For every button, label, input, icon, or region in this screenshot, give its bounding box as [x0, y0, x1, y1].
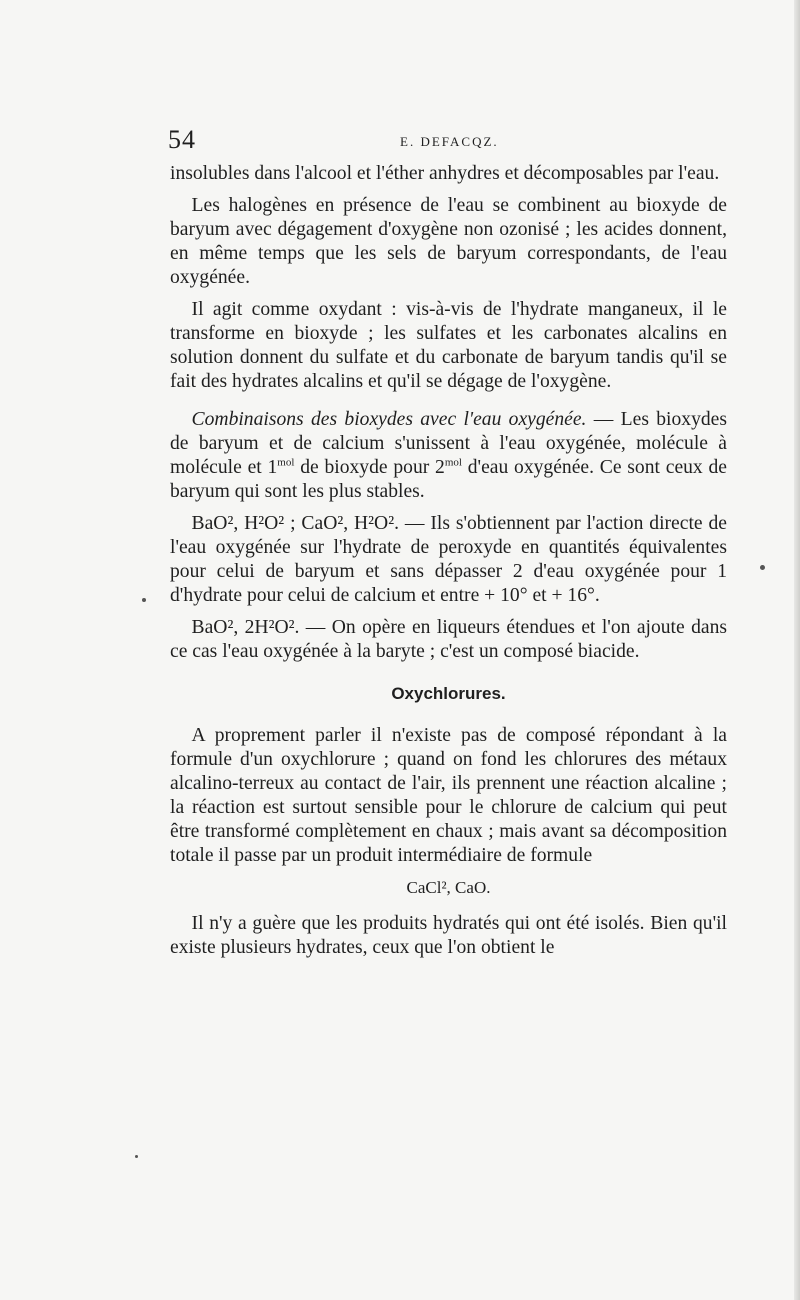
page-number: 54: [168, 125, 196, 154]
paragraph-8: Il n'y a guère que les produits hydratés qui ont été isolés. Bien qu'il existe plusieurs hydrates, ceux que l'on obtient le: [170, 913, 727, 958]
paragraph-4-title: Combinaisons des bioxydes avec l'eau oxygénée.: [191, 409, 587, 430]
formula: CaCl², CaO.: [406, 878, 491, 897]
body-text: [170, 162, 727, 968]
formula-label: BaO², H²O² ; CaO², H²O².: [191, 513, 399, 534]
running-head: E. DEFACQZ.: [400, 134, 499, 149]
page-header: [168, 125, 728, 155]
paragraph-4: Combinaisons des bioxydes avec l'eau oxygénée. — Les bioxydes de baryum et de calcium s'unissent à l'eau oxygénée, molécule à molécule et $1^{mol}$ de bioxyde pour $2^{mol}$ d'eau oxygénée. Ce sont ceux de baryum qui sont les plus stables.: [170, 409, 727, 502]
speck: [135, 1155, 138, 1158]
paragraph-1: insolubles dans l'alcool et l'éther anhydres et décomposables par l'eau.: [170, 163, 720, 184]
section-title: Oxychlorures.: [391, 684, 506, 703]
paragraph-5: BaO², H²O² ; CaO², H²O². — Ils s'obtiennent par l'action directe de l'eau oxygénée sur l'hydrate de peroxyde en quantités équivalentes pour celui de baryum et sans dépasser 2 d'eau oxygénée pour 1 d'hydrate pour celui de calcium et entre + 10° et + 16°.: [170, 513, 727, 606]
speck: [760, 565, 765, 570]
paragraph-6: BaO², 2H²O². — On opère en liqueurs étendues et l'on ajoute dans ce cas l'eau oxygénée à la baryte ; c'est un composé biacide.: [170, 617, 727, 662]
paragraph-3: Il agit comme oxydant : vis-à-vis de l'hydrate manganeux, il le transforme en bioxyde ; les sulfates et les carbonates alcalins en solution donnent du sulfate et du carbonate de baryum tandis qu'il se fait des hydrates alcalins et qu'il se dégage de l'oxygène.: [170, 299, 727, 392]
paragraph-2: Les halogènes en présence de l'eau se combinent au bioxyde de baryum avec dégagement d'oxygène non ozonisé ; les acides donnent, en même temps que les sels de baryum correspondants, de l'eau oxygénée.: [170, 195, 727, 288]
paragraph-7: A proprement parler il n'existe pas de composé répondant à la formule d'un oxychlorure ; quand on fond les chlorures des métaux alcalino-terreux au contact de l'air, ils prennent une réaction alcaline ; la réaction est surtout sensible pour le chlorure de calcium qui peut être transformé complètement en chaux ; mais avant sa décomposition totale il passe par un produit intermédiaire de formule: [170, 725, 727, 866]
formula-label: BaO², 2H²O².: [191, 617, 300, 638]
speck: [142, 598, 146, 602]
page-edge: [794, 0, 800, 1300]
